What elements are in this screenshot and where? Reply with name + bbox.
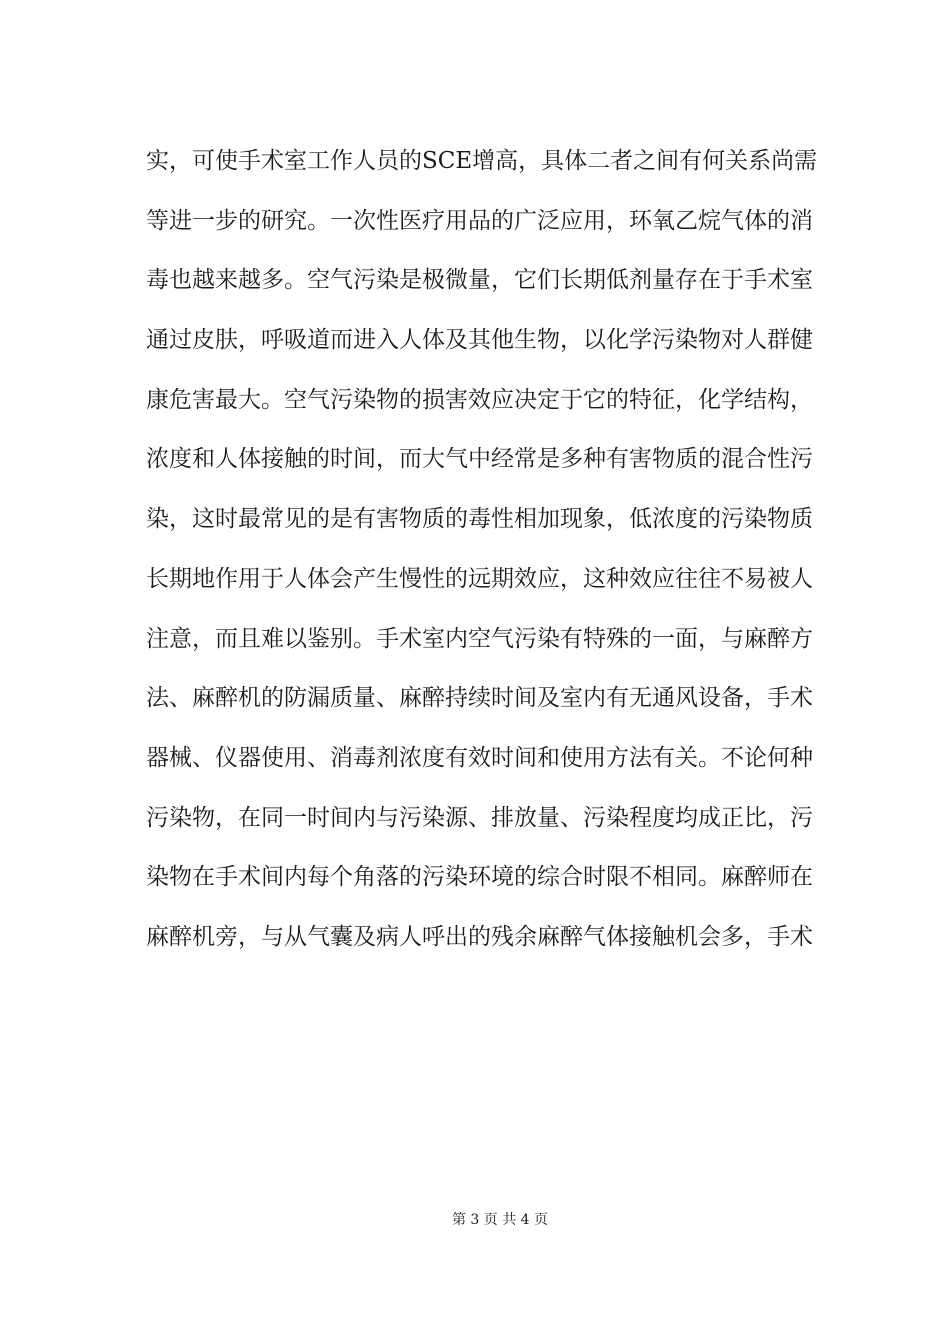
page-number-footer: 第 3 页 共 4 页 [451,1212,549,1228]
text-line: 等进一步的研究。一次性医疗用品的广泛应用，环氧乙烷气体的消 [146,207,813,234]
text-line: 长期地作用于人体会产生慢性的远期效应，这种效应往往不易被人 [146,565,813,592]
text-line: 染，这时最常见的是有害物质的毒性相加现象，低浓度的污染物质 [146,506,813,533]
text-line: 浓度和人体接触的时间，而大气中经常是多种有害物质的混合性污 [146,446,813,473]
text-line: 染物在手术间内每个角落的污染环境的综合时限不相同。麻醉师在 [146,864,813,891]
text-line: 器械、仪器使用、消毒剂浓度有效时间和使用方法有关。不论何种 [146,744,813,771]
text-line: 毒也越来越多。空气污染是极微量，它们长期低剂量存在于手术室 [146,267,813,294]
text-line: 注意，而且难以鉴别。手术室内空气污染有特殊的一面，与麻醉方 [146,625,813,652]
text-line: 法、麻醉机的防漏质量、麻醉持续时间及室内有无通风设备，手术 [146,685,813,712]
body-text [146,132,818,968]
text-line: 麻醉机旁，与从气囊及病人呼出的残余麻醉气体接触机会多，手术 [146,923,813,950]
text-line: 通过皮肤，呼吸道而进入人体及其他生物，以化学污染物对人群健 [146,327,813,354]
text-line: 实，可使手术室工作人员的SCE增高，具体二者之间有何关系尚需 [146,148,818,174]
text-line: 康危害最大。空气污染物的损害效应决定于它的特征，化学结构， [146,386,813,413]
text-line: 污染物，在同一时间内与污染源、排放量、污染程度均成正比，污 [146,804,813,831]
